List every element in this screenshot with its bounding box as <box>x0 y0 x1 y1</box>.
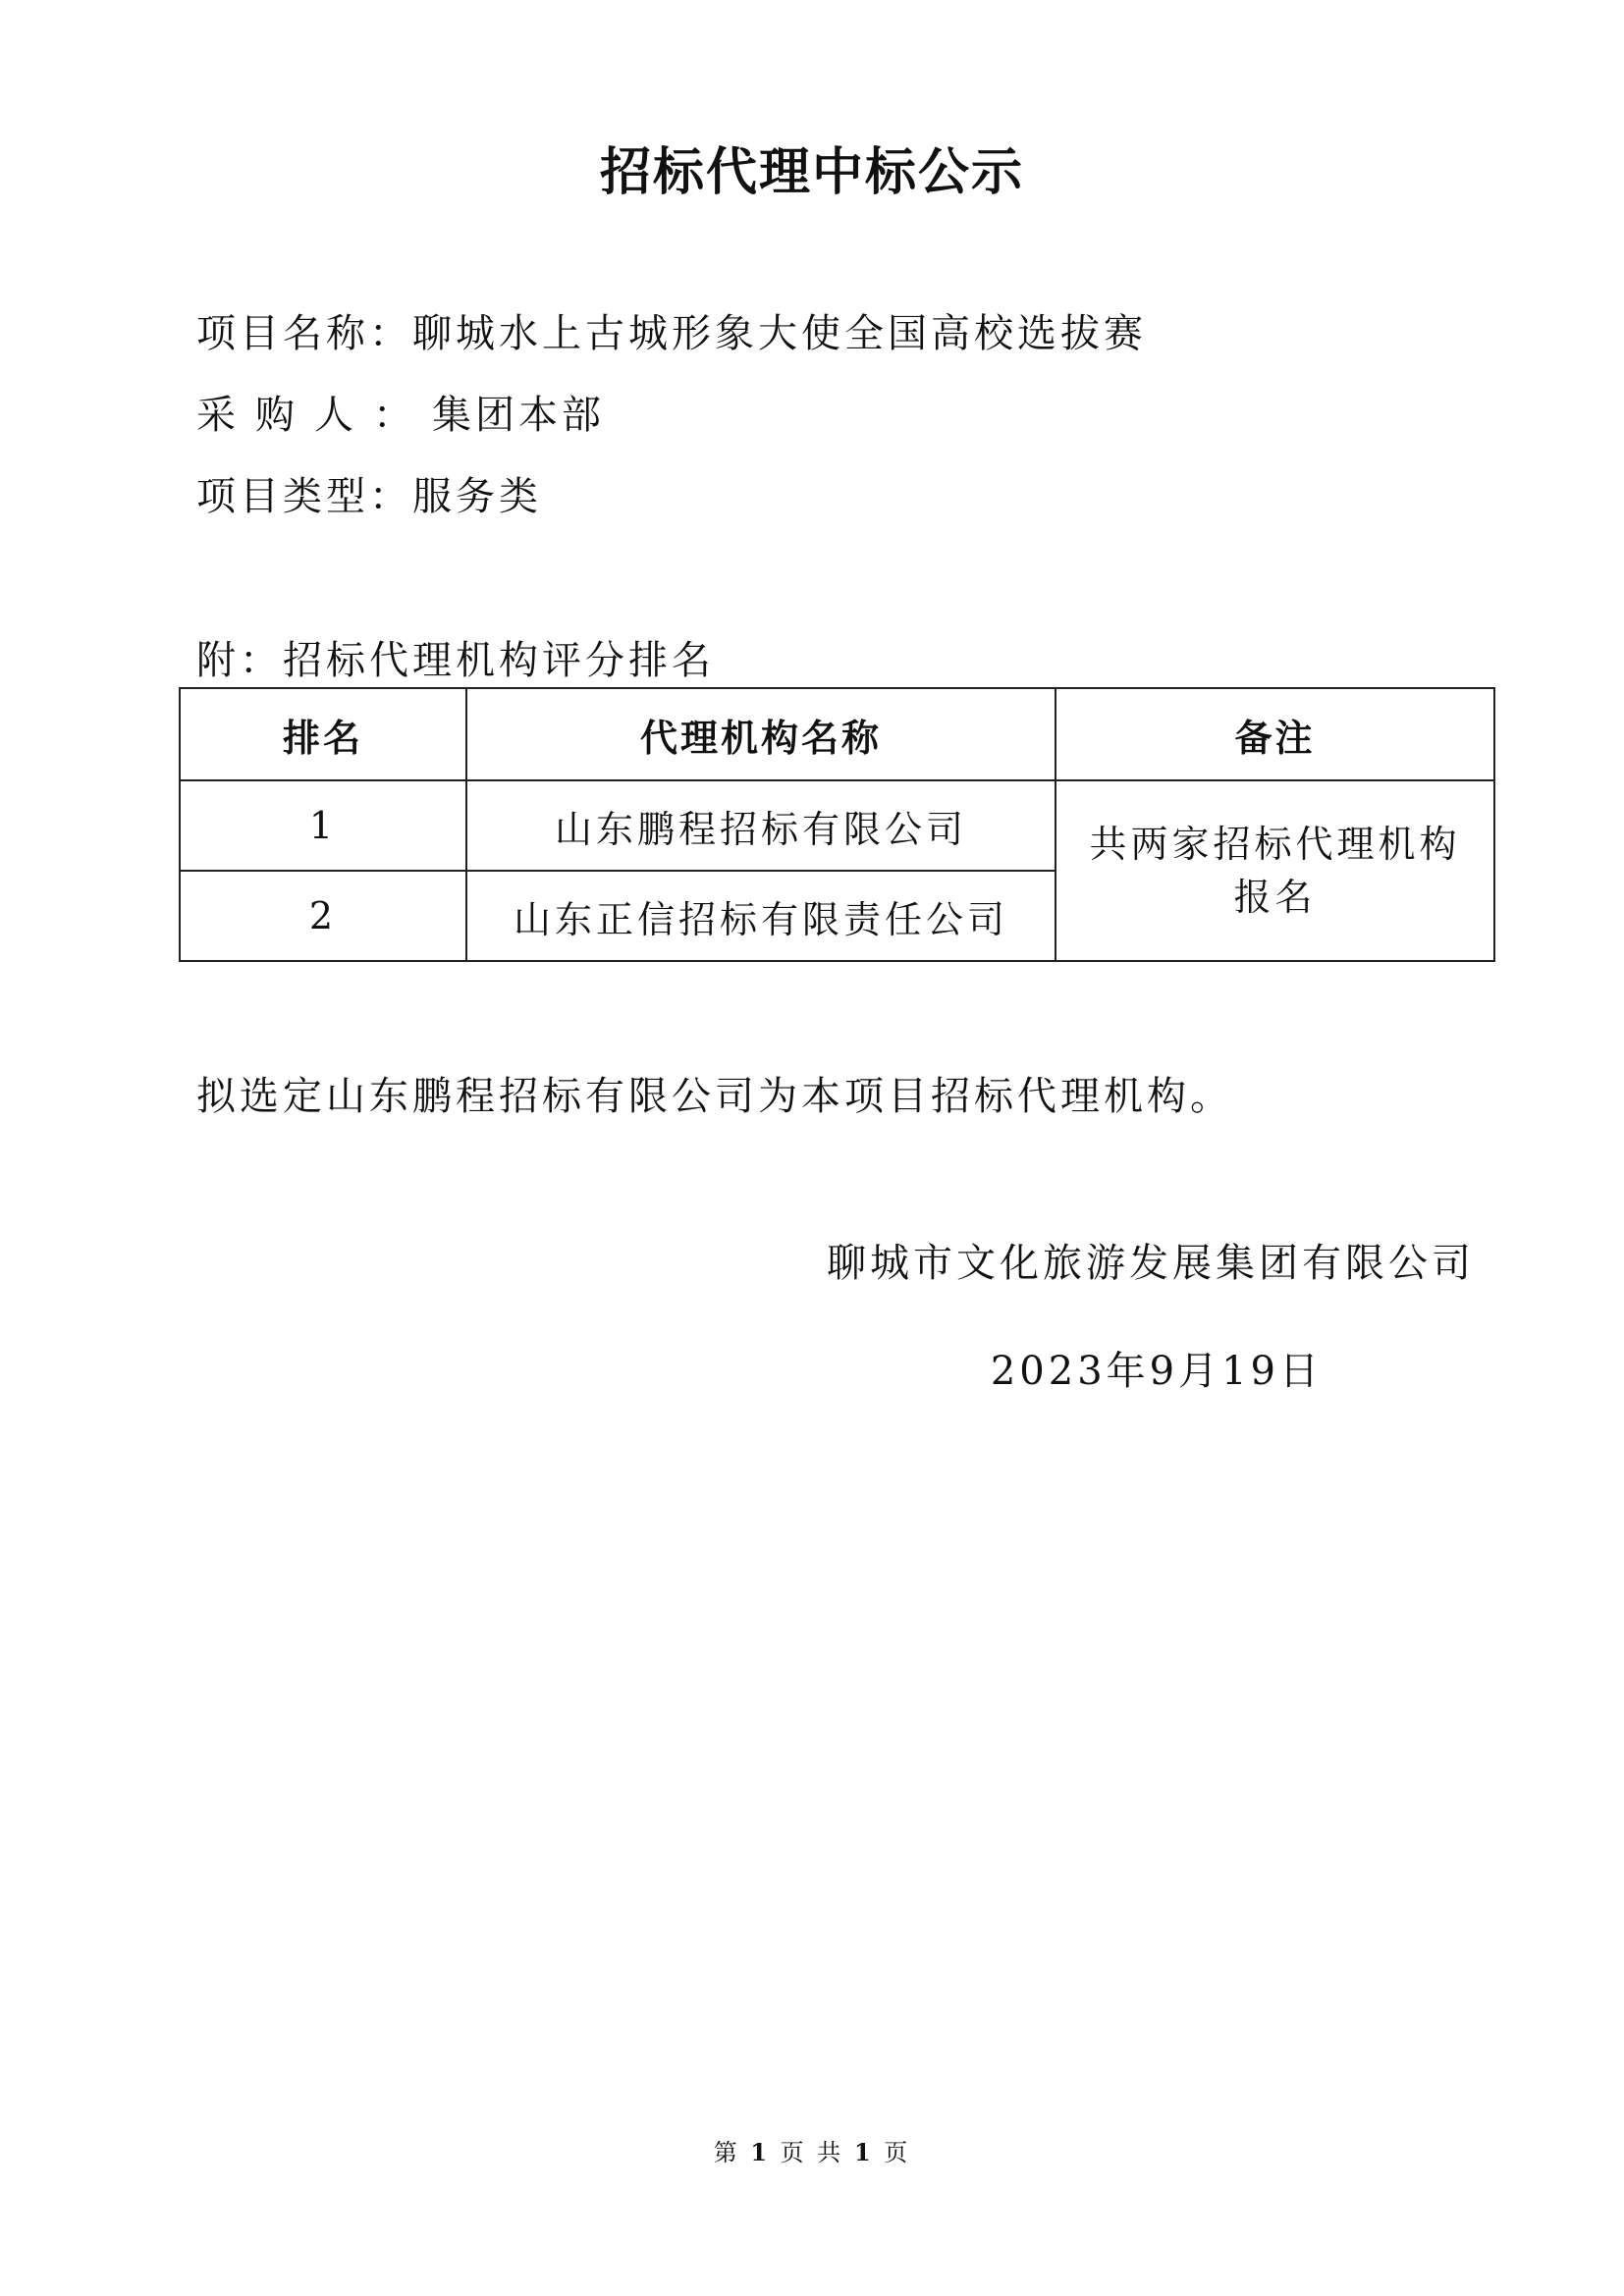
project-name-value: 聊城水上古城形象大使全国高校选拔赛 <box>412 311 1147 356</box>
footer-total-pages: 1 <box>853 2138 874 2166</box>
project-name-line <box>196 309 1147 358</box>
table-header-row <box>180 688 1494 780</box>
rank-cell: 1 <box>180 780 466 871</box>
page-title: 招标代理中标公示 <box>599 143 1024 202</box>
conclusion-text: 拟选定山东鹏程招标有限公司为本项目招标代理机构。 <box>196 1074 1233 1119</box>
agency-name-cell: 山东鹏程招标有限公司 <box>466 780 1056 871</box>
footer-suffix: 页 <box>884 2139 911 2166</box>
purchaser-line <box>196 391 605 440</box>
footer-prefix: 第 <box>713 2139 740 2166</box>
table-row <box>180 780 1494 871</box>
issue-date: 2023年9月19日 <box>990 1349 1323 1394</box>
header-remarks: 备注 <box>1056 688 1494 780</box>
purchaser-label: 采购人： <box>196 393 432 438</box>
project-type-value: 服务类 <box>412 474 542 519</box>
project-type-label: 项目类型： <box>196 474 412 519</box>
footer-middle: 页 共 <box>780 2139 844 2166</box>
header-rank: 排名 <box>180 688 466 780</box>
project-type-line <box>196 472 542 521</box>
rank-cell: 2 <box>180 871 466 961</box>
footer-page-number: 1 <box>750 2138 771 2166</box>
attachment-caption: 附：招标代理机构评分排名 <box>196 638 715 683</box>
purchaser-value: 集团本部 <box>432 393 605 438</box>
issuer-name: 聊城市文化旅游发展集团有限公司 <box>827 1241 1475 1286</box>
project-name-label: 项目名称： <box>196 311 412 356</box>
ranking-table <box>179 687 1495 962</box>
agency-name-cell: 山东正信招标有限责任公司 <box>466 871 1056 961</box>
header-agency-name: 代理机构名称 <box>466 688 1056 780</box>
remarks-cell: 共两家招标代理机构报名 <box>1056 780 1494 961</box>
page-footer <box>0 2138 1624 2167</box>
